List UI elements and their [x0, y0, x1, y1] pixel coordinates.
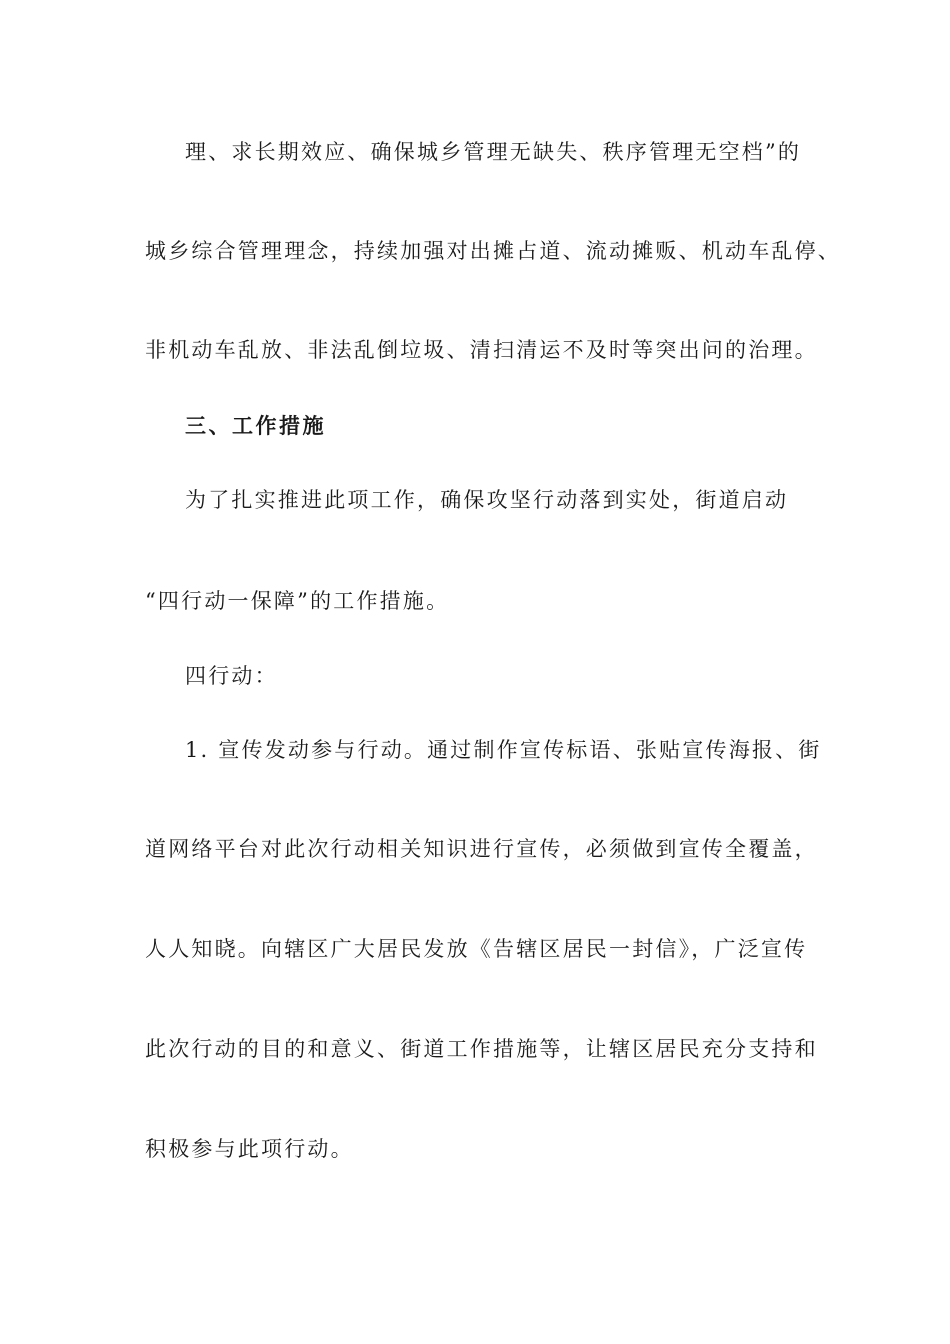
paragraph-line-1: 理、求长期效应、确保城乡管理无缺失、秩序管理无空档”的 — [185, 140, 802, 164]
paragraph-line-12: 积极参与此项行动。 — [145, 1137, 354, 1161]
paragraph-line-2: 城乡综合管理理念，持续加强对出摊占道、流动摊贩、机动车乱停、 — [145, 239, 841, 263]
paragraph-line-11: 此次行动的目的和意义、街道工作措施等，让辖区居民充分支持和 — [145, 1037, 818, 1061]
subheading-four-actions: 四行动： — [185, 664, 278, 688]
paragraph-line-5: 为了扎实推进此项工作，确保攻坚行动落到实处，街道启动 — [185, 488, 789, 512]
paragraph-line-8: 1. 宣传发动参与行动。通过制作宣传标语、张贴宣传海报、街 — [185, 738, 822, 762]
paragraph-line-3: 非机动车乱放、非法乱倒垃圾、清扫清运不及时等突出问的治理。 — [145, 338, 818, 362]
paragraph-line-10: 人人知晓。向辖区广大居民发放《告辖区居民一封信》，广泛宣传 — [145, 937, 808, 961]
section-heading: 三、工作措施 — [185, 413, 326, 438]
paragraph-line-6: “四行动一保障”的工作措施。 — [145, 589, 450, 613]
paragraph-line-9: 道网络平台对此次行动相关知识进行宣传，必须做到宣传全覆盖， — [145, 837, 818, 861]
